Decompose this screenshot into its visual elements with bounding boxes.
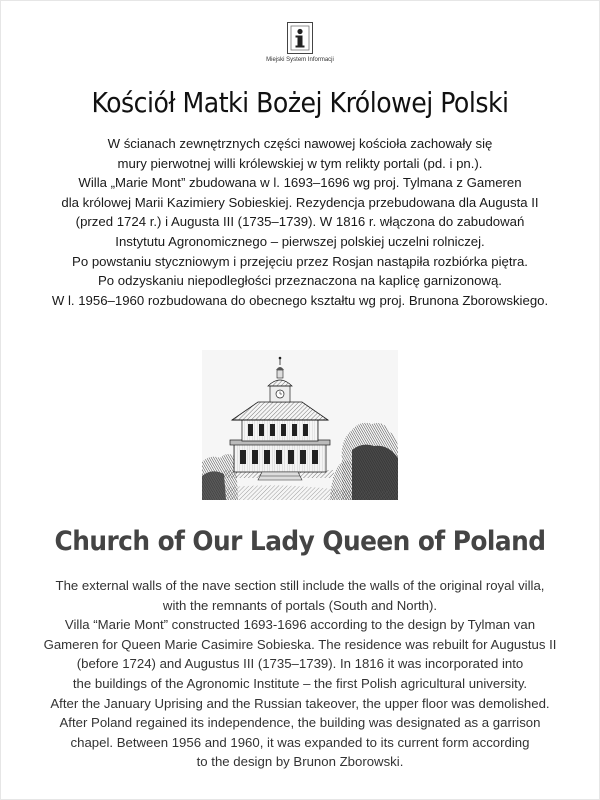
historic-villa-engraving [202,350,398,500]
text-line: Villa “Marie Mont” constructed 1693-1696 according to the design by Tylman van [64,617,536,633]
page-title-polish: Kościół Matki Bożej Królowej Polski [91,86,509,119]
text-line: the buildings of the Agronomic Institute – the first Polish agricultural university. [72,675,528,691]
text-line: Instytutu Agronomicznego – pierwszej polskiej uczelni rolniczej. [115,233,485,249]
logo-caption: Miejski System Informacji [266,57,334,63]
text-line: After the January Uprising and the Russian takeover, the upper floor was demolished. [50,695,550,711]
description-polish [20,134,580,310]
info-i-icon [287,22,313,54]
text-line: Po powstaniu styczniowym i przejęciu przez Rosjan nastąpiła rozbiórka piętra. [72,253,528,269]
text-line: mury pierwotnej willi królewskiej w tym relikty portali (pd. i pn.). [117,155,483,171]
text-line: dla królowej Marii Kazimiery Sobieskiej. Rezydencja przebudowana dla Augusta II [61,194,539,210]
text-line: W ścianach zewnętrznych części nawowej kościoła zachowały się [107,136,493,151]
description-english [10,576,590,772]
text-line: Po odzyskaniu niepodległości przeznaczona na kaplicę garnizonową. [98,273,502,289]
text-line: with the remnants of portals (South and North). [162,597,438,613]
text-line: Gameren for Queen Marie Casimire Sobieska. The residence was rebuilt for Augustus II [43,636,557,652]
page-title-english: Church of Our Lady Queen of Poland [54,526,546,557]
city-information-logo [255,22,345,63]
text-line: The external walls of the nave section still include the walls of the original royal villa, [55,578,545,593]
text-line: chapel. Between 1956 and 1960, it was expanded to its current form according [70,734,530,750]
text-line: Willa „Marie Mont” zbudowana w l. 1693–1696 wg proj. Tylmana z Gameren [78,175,522,191]
text-line: After Poland regained its independence, the building was designated as a garrison [59,715,541,731]
text-line: (przed 1724 r.) i Augusta III (1735–1739). W 1816 r. włączona do zabudowań [75,214,525,230]
text-line: to the design by Brunon Zborowski. [196,754,404,770]
text-line: (before 1724) and Augustus III (1735–1739). In 1816 it was incorporated into [76,656,524,672]
text-line: W l. 1956–1960 rozbudowana do obecnego kształtu wg proj. Brunona Zborowskiego. [51,292,549,308]
